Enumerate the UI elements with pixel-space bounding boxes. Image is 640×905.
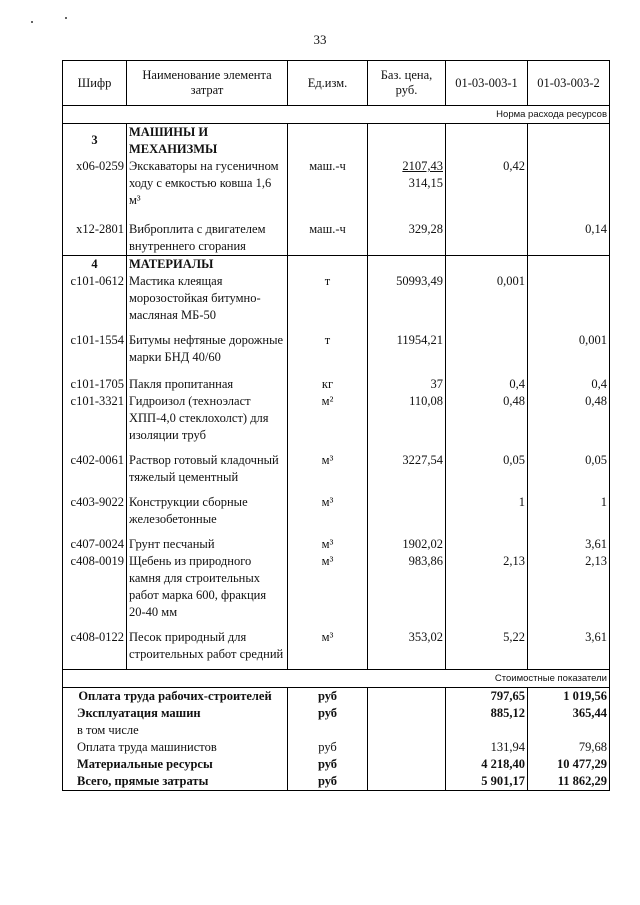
row-price: 110,08 <box>368 393 446 452</box>
row-price <box>368 158 446 209</box>
row-price: 50993,49 <box>368 273 446 324</box>
table-row <box>63 494 610 536</box>
row-value-1: 0,001 <box>446 273 528 324</box>
resource-table <box>62 60 610 791</box>
row-code: с403-9022 <box>63 494 127 536</box>
table-row <box>63 209 610 256</box>
summary-value-1: 4 218,40 <box>446 756 528 773</box>
section-header-row <box>63 256 610 274</box>
row-value-2: 3,61 <box>528 536 610 553</box>
summary-row <box>63 756 610 773</box>
table-row <box>63 629 610 670</box>
scan-speck <box>31 21 33 23</box>
summary-row <box>63 773 610 791</box>
row-value-2: 0,48 <box>528 393 610 452</box>
row-value-2: 0,4 <box>528 376 610 393</box>
row-price: 353,02 <box>368 629 446 670</box>
table-row <box>63 158 610 209</box>
row-code: с101-0612 <box>63 273 127 324</box>
row-unit: маш.-ч <box>288 209 368 256</box>
norm-row <box>63 106 610 124</box>
row-name: Раствор готовый кладочный тяжелый цементный <box>127 452 288 494</box>
row-value-1: 0,4 <box>446 376 528 393</box>
header-base-price: Баз. цена, руб. <box>368 61 446 106</box>
summary-row <box>63 705 610 722</box>
section-number: 4 <box>63 256 127 274</box>
row-unit: м³ <box>288 452 368 494</box>
summary-label: в том числе <box>63 722 288 739</box>
row-name: Конструкции сборные железобетонные <box>127 494 288 536</box>
row-price-secondary: 314,15 <box>408 176 443 190</box>
row-code: с408-0019 <box>63 553 127 629</box>
summary-value-1: 797,65 <box>446 688 528 706</box>
header-unit: Ед.изм. <box>288 61 368 106</box>
row-code: с407-0024 <box>63 536 127 553</box>
summary-label: Материальные ресурсы <box>63 756 288 773</box>
row-name: Грунт песчаный <box>127 536 288 553</box>
summary-value-1 <box>446 722 528 739</box>
row-value-2 <box>528 158 610 209</box>
row-value-1 <box>446 536 528 553</box>
section-number: 3 <box>63 124 127 159</box>
row-name: Гидроизол (техноэласт ХПП-4,0 стеклохолст) для изоляции труб <box>127 393 288 452</box>
row-value-2: 1 <box>528 494 610 536</box>
summary-value-1: 5 901,17 <box>446 773 528 791</box>
row-code: с408-0122 <box>63 629 127 670</box>
row-code: х06-0259 <box>63 158 127 209</box>
row-value-1: 0,05 <box>446 452 528 494</box>
row-price: 1902,02 <box>368 536 446 553</box>
row-price-main: 2107,43 <box>402 159 443 173</box>
summary-unit: руб <box>288 773 368 791</box>
summary-unit: руб <box>288 739 368 756</box>
norm-label: Норма расхода ресурсов <box>63 106 610 124</box>
summary-label: Всего, прямые затраты <box>63 773 288 791</box>
summary-label: Оплата труда машинистов <box>63 739 288 756</box>
summary-value-2: 10 477,29 <box>528 756 610 773</box>
row-price: 37 <box>368 376 446 393</box>
row-unit: кг <box>288 376 368 393</box>
summary-row <box>63 688 610 706</box>
row-price <box>368 494 446 536</box>
summary-value-2: 1 019,56 <box>528 688 610 706</box>
summary-value-1: 885,12 <box>446 705 528 722</box>
summary-unit <box>288 722 368 739</box>
scan-speck <box>65 17 67 19</box>
header-col1: 01-03-003-1 <box>446 61 528 106</box>
header-col2: 01-03-003-2 <box>528 61 610 106</box>
section-header-row <box>63 124 610 159</box>
row-unit: м³ <box>288 494 368 536</box>
row-name: Экскаваторы на гусеничном ходу с емкостью ковша 1,6 м³ <box>127 158 288 209</box>
table-row <box>63 393 610 452</box>
section-title: МАШИНЫ И МЕХАНИЗМЫ <box>127 124 288 159</box>
row-unit: м³ <box>288 629 368 670</box>
row-code: с402-0061 <box>63 452 127 494</box>
row-unit: м³ <box>288 536 368 553</box>
table-row <box>63 376 610 393</box>
summary-row <box>63 722 610 739</box>
table-row <box>63 273 610 324</box>
row-value-2: 0,14 <box>528 209 610 256</box>
row-unit: м² <box>288 393 368 452</box>
row-value-1: 1 <box>446 494 528 536</box>
cost-label-row <box>63 670 610 688</box>
summary-value-1: 131,94 <box>446 739 528 756</box>
row-value-2: 0,001 <box>528 324 610 376</box>
header-name: Наименование элемента затрат <box>127 61 288 106</box>
row-code: с101-3321 <box>63 393 127 452</box>
row-value-1: 0,42 <box>446 158 528 209</box>
row-value-1 <box>446 324 528 376</box>
row-value-1 <box>446 209 528 256</box>
row-code: х12-2801 <box>63 209 127 256</box>
row-price: 983,86 <box>368 553 446 629</box>
row-unit: т <box>288 324 368 376</box>
cost-label: Стоимостные показатели <box>63 670 610 688</box>
table-header-row <box>63 61 610 106</box>
row-name: Щебень из природного камня для строительных работ марка 600, фракция 20-40 мм <box>127 553 288 629</box>
row-name: Виброплита с двигателем внутреннего сгорания <box>127 209 288 256</box>
row-unit: т <box>288 273 368 324</box>
header-code: Шифр <box>63 61 127 106</box>
row-name: Пакля пропитанная <box>127 376 288 393</box>
table-row <box>63 452 610 494</box>
row-code: с101-1705 <box>63 376 127 393</box>
summary-value-2 <box>528 722 610 739</box>
row-value-2: 0,05 <box>528 452 610 494</box>
summary-value-2: 365,44 <box>528 705 610 722</box>
row-unit: м³ <box>288 553 368 629</box>
summary-unit: руб <box>288 756 368 773</box>
row-value-2 <box>528 273 610 324</box>
row-unit: маш.-ч <box>288 158 368 209</box>
table-row <box>63 553 610 629</box>
row-value-2: 2,13 <box>528 553 610 629</box>
summary-row <box>63 739 610 756</box>
row-value-1: 5,22 <box>446 629 528 670</box>
row-name: Битумы нефтяные дорожные марки БНД 40/60 <box>127 324 288 376</box>
summary-label: Оплата труда рабочих-строителей <box>63 688 288 706</box>
row-price: 3227,54 <box>368 452 446 494</box>
row-value-1: 2,13 <box>446 553 528 629</box>
row-name: Мастика клеящая морозостойкая битумно-масляная МБ-50 <box>127 273 288 324</box>
summary-unit: руб <box>288 688 368 706</box>
summary-value-2: 79,68 <box>528 739 610 756</box>
section-title: МАТЕРИАЛЫ <box>127 256 288 274</box>
page-number: 33 <box>313 32 327 47</box>
row-name: Песок природный для строительных работ средний <box>127 629 288 670</box>
row-code: с101-1554 <box>63 324 127 376</box>
row-price: 11954,21 <box>368 324 446 376</box>
table-row <box>63 324 610 376</box>
summary-unit: руб <box>288 705 368 722</box>
row-value-1: 0,48 <box>446 393 528 452</box>
row-price: 329,28 <box>368 209 446 256</box>
row-value-2: 3,61 <box>528 629 610 670</box>
summary-value-2: 11 862,29 <box>528 773 610 791</box>
summary-label: Эксплуатация машин <box>63 705 288 722</box>
table-row <box>63 536 610 553</box>
